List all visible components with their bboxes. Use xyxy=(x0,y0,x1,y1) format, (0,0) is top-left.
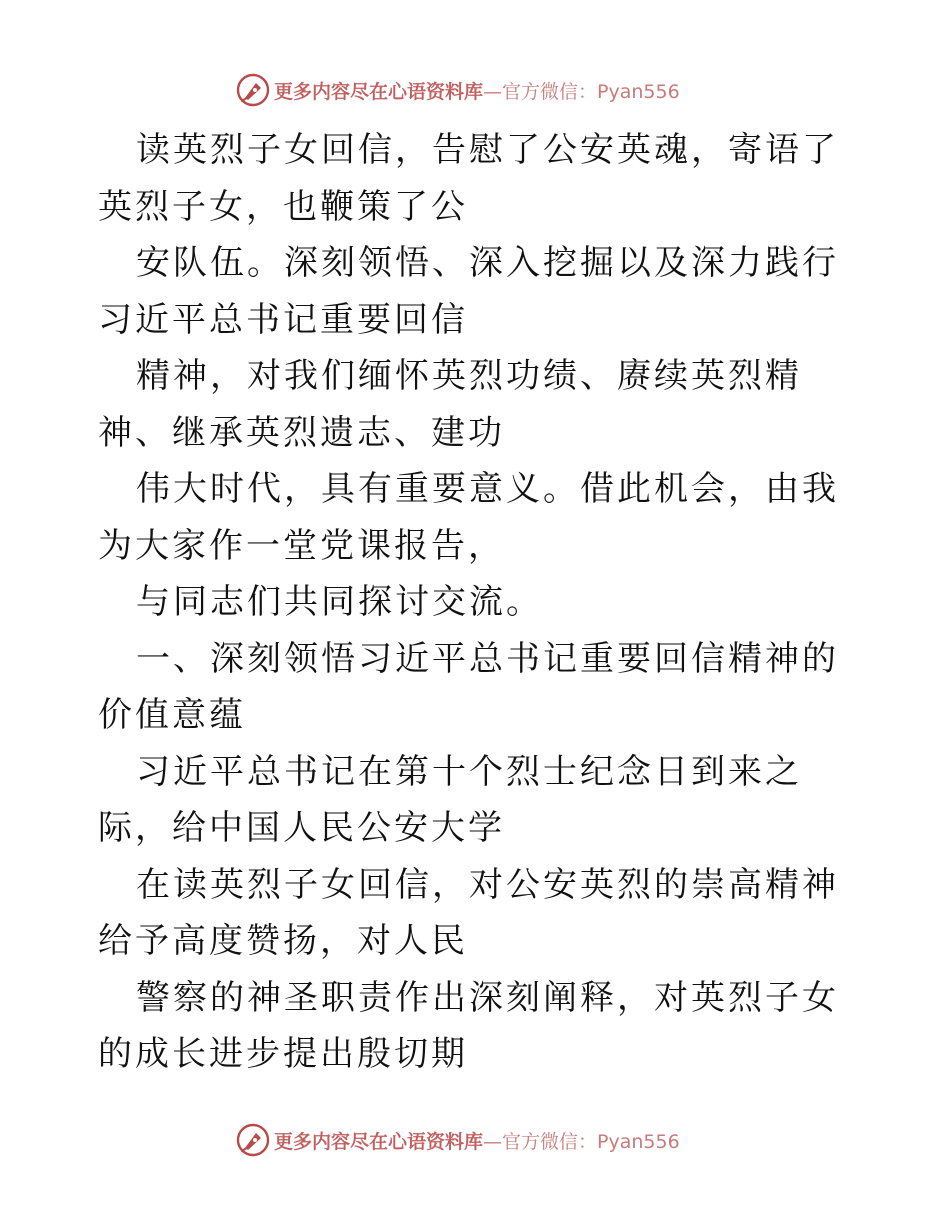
footer-watermark xyxy=(236,1122,680,1158)
pen-nib-logo-icon xyxy=(236,73,270,107)
section-heading: 一、深刻领悟习近平总书记重要回信精神的价值意蕴 xyxy=(98,638,839,735)
pen-nib-logo-icon xyxy=(236,1123,270,1157)
watermark-brand: 更多内容尽在心语资料库 xyxy=(274,80,484,103)
header-watermark xyxy=(236,72,680,108)
watermark-brand: 更多内容尽在心语资料库 xyxy=(274,1130,484,1153)
document-body xyxy=(98,122,858,1083)
watermark-text xyxy=(274,77,680,104)
paragraph: 与同志们共同探讨交流。 xyxy=(136,582,543,622)
watermark-text xyxy=(274,1127,680,1154)
paragraph: 习近平总书记在第十个烈士纪念日到来之际，给中国人民公安大学 xyxy=(98,751,802,848)
watermark-suffix: —官方微信：Pyan556 xyxy=(483,1130,680,1153)
paragraph: 安队伍。深刻领悟、深入挖掘以及深力践行习近平总书记重要回信 xyxy=(98,243,839,340)
paragraph: 读英烈子女回信，告慰了公安英魂，寄语了英烈子女，也鞭策了公 xyxy=(98,130,839,227)
watermark-suffix: —官方微信：Pyan556 xyxy=(483,80,680,103)
paragraph: 精神，对我们缅怀英烈功绩、赓续英烈精神、继承英烈遗志、建功 xyxy=(98,356,802,453)
paragraph: 伟大时代，具有重要意义。借此机会，由我为大家作一堂党课报告， xyxy=(98,469,839,566)
paragraph: 在读英烈子女回信，对公安英烈的崇高精神给予高度赞扬，对人民 xyxy=(98,864,839,961)
paragraph: 警察的神圣职责作出深刻阐释，对英烈子女的成长进步提出殷切期 xyxy=(98,977,839,1074)
